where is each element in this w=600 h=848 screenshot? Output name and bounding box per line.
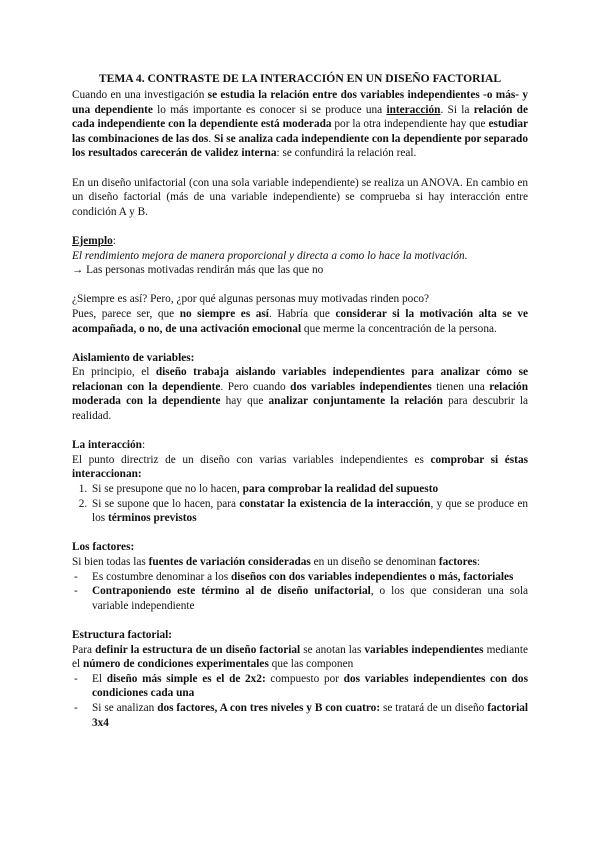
list-item: - El diseño más simple es el de 2x2: compuesto por dos variables independientes con dos condiciones cada una <box>74 672 528 700</box>
estructura-list <box>72 672 528 730</box>
list-item: - Es costumbre denominar a los diseños con dos variables independientes o más, factoriales <box>74 570 514 583</box>
intro-paragraph: Cuando en una investigación se estudia la relación entre dos variables independientes -o más- y una dependiente lo más importante es conocer si se produce una interacción. Si la relación de cada independiente con la dependiente está moderada por la otra independiente hay que estudiar las combinaciones de las dos. Si se analiza cada independiente con la dependiente por separado los resultados carecerán de validez interna: se confundirá la relación real. <box>72 89 528 160</box>
factores-list <box>72 570 528 614</box>
aislamiento-paragraph: En principio, el diseño trabaja aislando variables independientes para analizar cómo se relacionan con la dependiente. Pero cuando dos variables independientes tienen una relación moderada con la dependiente hay que analizar conjuntamente la relación para descubrir la realidad. <box>72 366 528 423</box>
factores-paragraph: Si bien todas las fuentes de variación consideradas en un diseño se denominan factores: <box>72 556 481 568</box>
estructura-heading: Estructura factorial: <box>72 628 173 641</box>
question-line: ¿Siempre es así? Pero, ¿por qué algunas personas muy motivadas rinden poco? <box>72 293 430 306</box>
example-statement: El rendimiento mejora de manera proporcional y directa a como lo hace la motivación. <box>72 249 468 262</box>
interaccion-paragraph: El punto directriz de un diseño con varias variables independientes es comprobar si éstas interaccionan: <box>72 453 528 481</box>
question-answer: Pues, parece ser, que no siempre es así. Habría que considerar si la motivación alta se ve acompañada, o no, de una activación emocional que merme la concentración de la persona. <box>72 307 528 335</box>
interaccion-heading: La interacción: <box>72 439 146 452</box>
estructura-paragraph: Para definir la estructura de un diseño factorial se anotan las variables independientes mediante el número de condiciones experimentales que las componen <box>72 643 528 671</box>
example-conclusion: → Las personas motivadas rendirán más que las que no <box>72 264 324 277</box>
list-item: 1. Si se presupone que no lo hacen, para comprobar la realidad del supuesto <box>90 482 528 497</box>
list-item: 2. Si se supone que lo hacen, para constatar la existencia de la interacción, y que se produce en los términos previstos <box>90 497 528 526</box>
list-item: - Si se analizan dos factores, A con tres niveles y B con cuatro: se tratará de un diseño factorial 3x4 <box>74 701 529 729</box>
factores-heading: Los factores: <box>72 541 135 554</box>
example-heading: Ejemplo: <box>72 234 116 247</box>
list-item: - Contraponiendo este término al de diseño unifactorial, o los que consideran una sola variable independiente <box>74 585 528 612</box>
page-title: TEMA 4. CONTRASTE DE LA INTERACCIÓN EN UN DISEÑO FACTORIAL <box>98 72 502 85</box>
interaccion-list <box>72 482 528 526</box>
anova-paragraph: En un diseño unifactorial (con una sola variable independiente) se realiza un ANOVA. En cambio en un diseño factorial (más de una variable independiente) se comprueba si hay interacción entre condición A y B. <box>72 176 528 218</box>
aislamiento-heading: Aislamiento de variables: <box>72 351 195 364</box>
